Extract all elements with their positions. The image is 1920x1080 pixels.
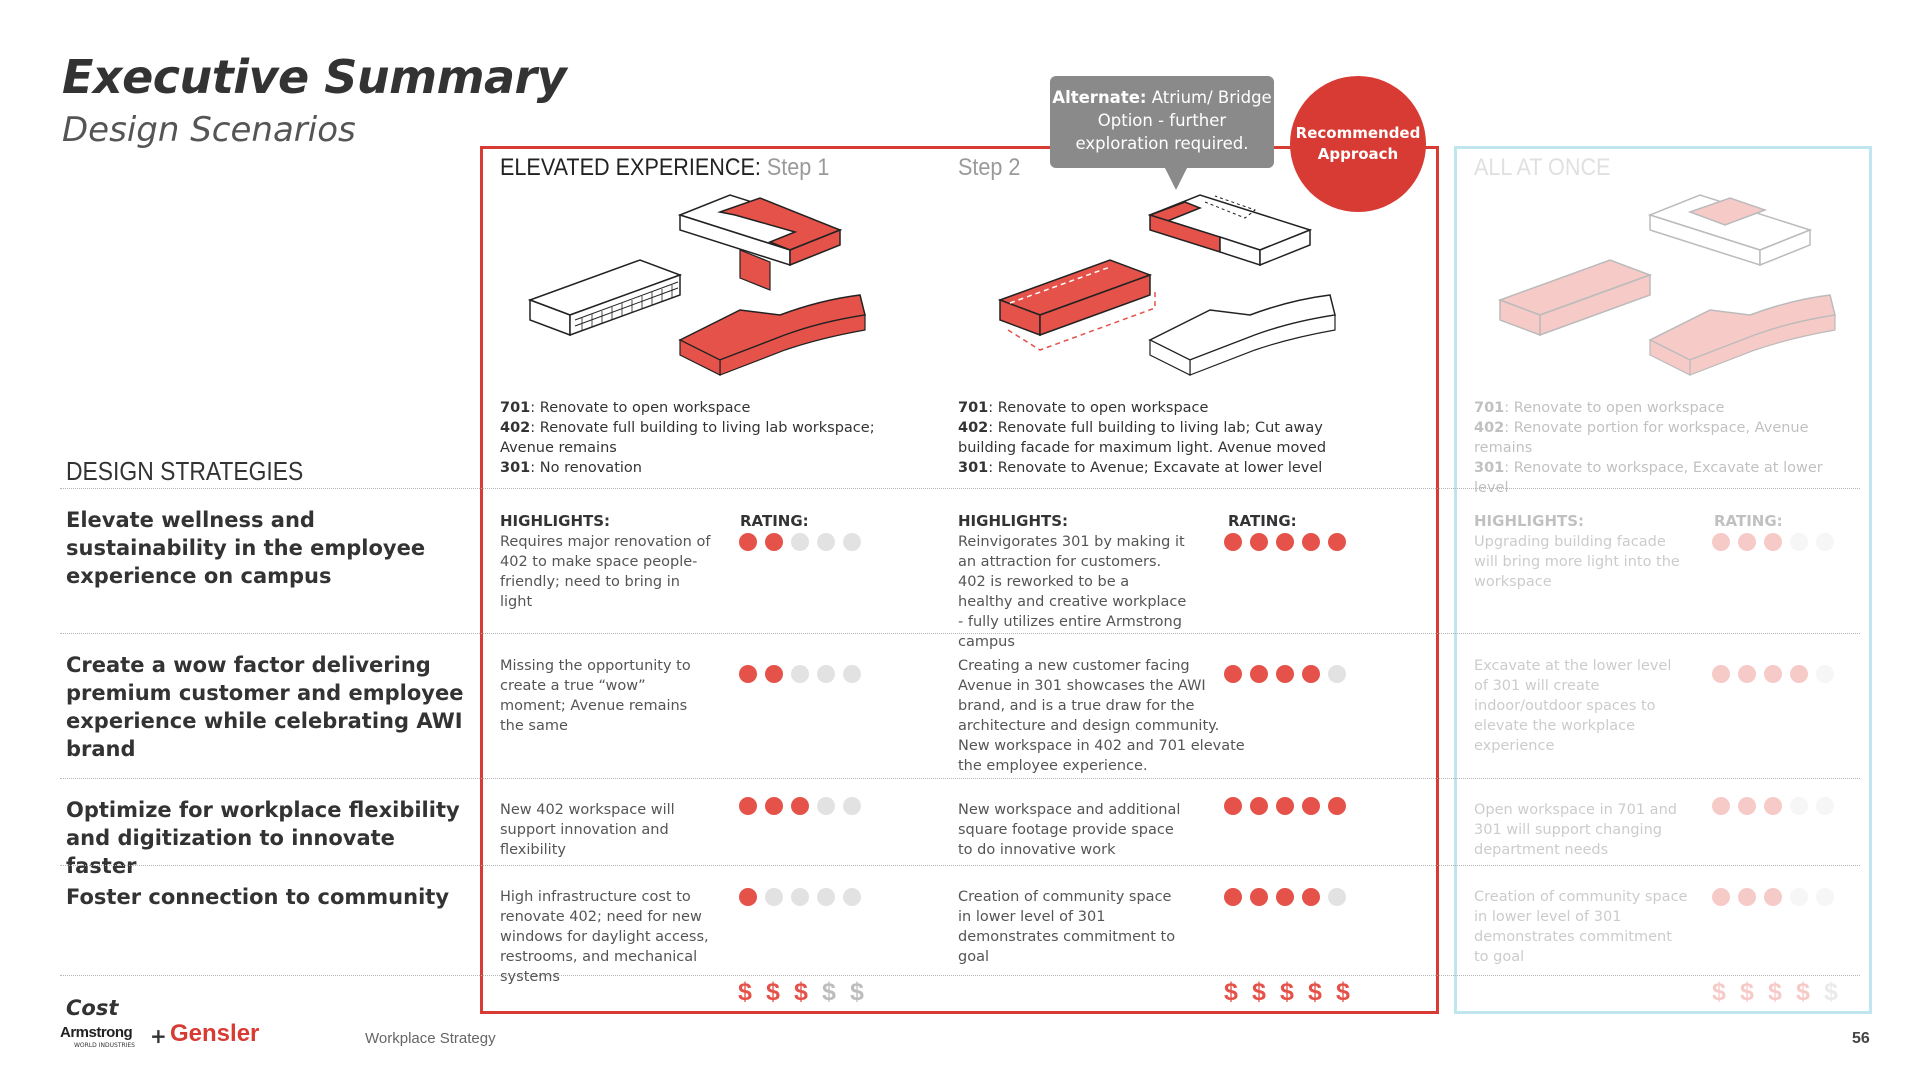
rating-dot-empty (1328, 665, 1346, 683)
rating-dot-filled (1764, 665, 1782, 683)
cost-dollar-filled: $ (766, 978, 780, 1006)
cost-dollar-filled: $ (794, 978, 808, 1006)
rating-label: RATING: (740, 512, 809, 530)
rating-dot-filled (1250, 888, 1268, 906)
cost-dollar-empty: $ (850, 978, 864, 1006)
rating-dot-filled (1224, 665, 1242, 683)
rating-dot-filled (739, 533, 757, 551)
rating-dot-filled (1712, 665, 1730, 683)
rating-label: RATING: (1714, 512, 1783, 530)
cost-rating (1222, 978, 1352, 1007)
rating-dot-filled (1712, 797, 1730, 815)
cost-dollar-filled: $ (1224, 978, 1238, 1006)
cost-dollar-filled: $ (1308, 978, 1322, 1006)
cost-dollar-filled: $ (1768, 978, 1782, 1006)
rating-dot-empty (1816, 533, 1834, 551)
rating-dot-empty (791, 888, 809, 906)
rating-dot-filled (1250, 797, 1268, 815)
highlight-text: Excavate at the lower level of 301 will create indoor/outdoor spaces to elevate the workplace experience (1474, 658, 1672, 754)
rating-dots (739, 797, 861, 815)
highlight-text: Creating a new customer facing Avenue in 301 showcases the AWI brand, and is a true draw for the architecture and design community. New workspace in 402 and 701 elevate the employee experience. (958, 658, 1245, 774)
rating-dot-empty (843, 665, 861, 683)
footer-section-name: Workplace Strategy (365, 1030, 496, 1047)
column-heading-all-at-once: ALL AT ONCE (1474, 154, 1611, 181)
cost-dollar-filled: $ (1280, 978, 1294, 1006)
rating-dots (1224, 533, 1346, 551)
rating-dot-filled (1764, 797, 1782, 815)
strategy-flexibility: Optimize for workplace flexibility and digitization to innovate faster (66, 798, 460, 878)
rating-dots (1712, 533, 1834, 551)
highlight-text: Reinvigorates 301 by making it an attraction for customers. 402 is reworked to be a healthy and creative workplace - fully utilizes entire Armstrong campus (958, 534, 1187, 650)
highlights-label: HIGHLIGHTS: (500, 512, 611, 530)
logo-plus: + (150, 1024, 167, 1048)
cost-dollar-filled: $ (1712, 978, 1726, 1006)
rating-dot-filled (739, 665, 757, 683)
rating-dot-filled (1302, 888, 1320, 906)
rating-dot-filled (1276, 797, 1294, 815)
rating-dot-filled (1738, 665, 1756, 683)
rating-dot-empty (1816, 797, 1834, 815)
row-divider (60, 778, 1860, 779)
armstrong-logo-subtitle: WORLD INDUSTRIES (74, 1042, 135, 1049)
rating-dot-filled (1224, 797, 1242, 815)
highlight-text: New workspace and additional square footage provide space to do innovative work (958, 802, 1181, 858)
rating-dot-filled (791, 797, 809, 815)
column-heading-step2: Step 2 (958, 154, 1021, 181)
row-divider (60, 975, 1860, 976)
rating-dot-filled (1712, 888, 1730, 906)
rating-dots (1224, 797, 1346, 815)
highlight-text: New 402 workspace will support innovation and flexibility (500, 802, 675, 858)
strategy-wellness: Elevate wellness and sustainability in the employee experience on campus (66, 508, 426, 588)
rating-dot-empty (1328, 888, 1346, 906)
rating-dot-filled (1712, 533, 1730, 551)
rating-dot-empty (1790, 533, 1808, 551)
rating-dot-empty (843, 797, 861, 815)
rating-dot-filled (1328, 533, 1346, 551)
rating-dot-filled (1302, 797, 1320, 815)
rating-dot-filled (1764, 533, 1782, 551)
column-heading-step1: ELEVATED EXPERIENCE: Step 1 (500, 154, 830, 181)
recommended-badge: Recommended Approach (1290, 76, 1426, 212)
rating-label: RATING: (1228, 512, 1297, 530)
rating-dot-filled (765, 533, 783, 551)
cost-dollar-filled: $ (1796, 978, 1810, 1006)
armstrong-logo: Armstrong (60, 1024, 133, 1041)
rating-dot-empty (1816, 665, 1834, 683)
rating-dot-filled (1790, 665, 1808, 683)
scenario-description-step2: 701: Renovate to open workspace 402: Renovate full building to living lab; Cut away building facade for maximum light. Avenue moved 301: Renovate to Avenue; Excavate at lower level (958, 400, 1327, 476)
callout-pointer (1164, 166, 1188, 190)
building-diagram-all-at-once (1490, 190, 1850, 390)
page-title: Executive Summary (62, 50, 567, 104)
cost-dollar-filled: $ (1336, 978, 1350, 1006)
highlights-label: HIGHLIGHTS: (958, 512, 1069, 530)
rating-dots (1712, 665, 1834, 683)
rating-dot-filled (1302, 533, 1320, 551)
rating-dot-filled (765, 797, 783, 815)
rating-dot-filled (1764, 888, 1782, 906)
rating-dot-filled (1738, 797, 1756, 815)
rating-dot-filled (765, 665, 783, 683)
rating-dot-filled (1250, 533, 1268, 551)
rating-dot-filled (1738, 888, 1756, 906)
rating-dot-filled (1276, 665, 1294, 683)
rating-dot-empty (791, 665, 809, 683)
page-number: 56 (1852, 1030, 1870, 1047)
row-divider (60, 488, 1860, 489)
highlight-text: Missing the opportunity to create a true “wow” moment; Avenue remains the same (500, 658, 691, 734)
row-divider (60, 865, 1860, 866)
strategy-wow-factor: Create a wow factor delivering premium customer and employee experience while celebrating AWI brand (66, 653, 464, 761)
rating-dot-empty (817, 888, 835, 906)
cost-rating (736, 978, 866, 1007)
highlight-text: High infrastructure cost to renovate 402; need for new windows for daylight access, restrooms, and mechanical systems (500, 889, 709, 985)
rating-dot-empty (843, 888, 861, 906)
rating-dot-filled (1224, 533, 1242, 551)
rating-dot-filled (739, 888, 757, 906)
highlight-text: Creation of community space in lower level of 301 demonstrates commitment to goal (958, 889, 1176, 965)
scenario-description-step1: 701: Renovate to open workspace 402: Renovate full building to living lab workspace; Avenue remains 301: No renovation (500, 400, 875, 476)
rating-dots (739, 533, 861, 551)
rating-dot-filled (1302, 665, 1320, 683)
highlight-text: Creation of community space in lower level of 301 demonstrates commitment to goal (1474, 889, 1688, 965)
rating-dot-filled (1250, 665, 1268, 683)
highlights-label: HIGHLIGHTS: (1474, 512, 1585, 530)
cost-dollar-filled: $ (1740, 978, 1754, 1006)
highlight-text: Requires major renovation of 402 to make space people-friendly; need to bring in light (500, 534, 711, 610)
rating-dot-filled (1276, 888, 1294, 906)
rating-dot-filled (1738, 533, 1756, 551)
rating-dots (739, 665, 861, 683)
rating-dot-filled (1224, 888, 1242, 906)
cost-dollar-empty: $ (1824, 978, 1838, 1006)
cost-dollar-empty: $ (822, 978, 836, 1006)
rating-dot-filled (739, 797, 757, 815)
cost-dollar-filled: $ (738, 978, 752, 1006)
rating-dots (1712, 797, 1834, 815)
highlight-text: Open workspace in 701 and 301 will support changing department needs (1474, 802, 1677, 858)
rating-dot-empty (817, 533, 835, 551)
gensler-logo: Gensler (170, 1020, 260, 1047)
building-diagram-step2 (990, 190, 1350, 390)
building-diagram-step1 (520, 190, 880, 390)
page-subtitle: Design Scenarios (62, 110, 356, 150)
rating-dots (1712, 888, 1834, 906)
rating-dot-empty (1816, 888, 1834, 906)
rating-dot-empty (1790, 797, 1808, 815)
rating-dot-empty (817, 797, 835, 815)
scenario-description-all-at-once: 701: Renovate to open workspace 402: Renovate portion for workspace, Avenue remains 301: Renovate to workspace, Excavate at lower level (1474, 400, 1823, 496)
rating-dot-filled (1328, 797, 1346, 815)
cost-label: Cost (66, 996, 119, 1020)
rating-dots (739, 888, 861, 906)
rating-dots (1224, 665, 1346, 683)
strategy-community: Foster connection to community (66, 885, 450, 909)
rating-dot-empty (843, 533, 861, 551)
rating-dots (1224, 888, 1346, 906)
highlight-text: Upgrading building facade will bring more light into the workspace (1474, 534, 1680, 590)
alternate-callout: Alternate: Atrium/ Bridge Option - further exploration required. (1050, 76, 1274, 168)
cost-dollar-filled: $ (1252, 978, 1266, 1006)
rating-dot-empty (1790, 888, 1808, 906)
design-strategies-heading: DESIGN STRATEGIES (66, 456, 304, 486)
cost-rating (1710, 978, 1840, 1007)
rating-dot-empty (817, 665, 835, 683)
rating-dot-empty (791, 533, 809, 551)
rating-dot-empty (765, 888, 783, 906)
rating-dot-filled (1276, 533, 1294, 551)
